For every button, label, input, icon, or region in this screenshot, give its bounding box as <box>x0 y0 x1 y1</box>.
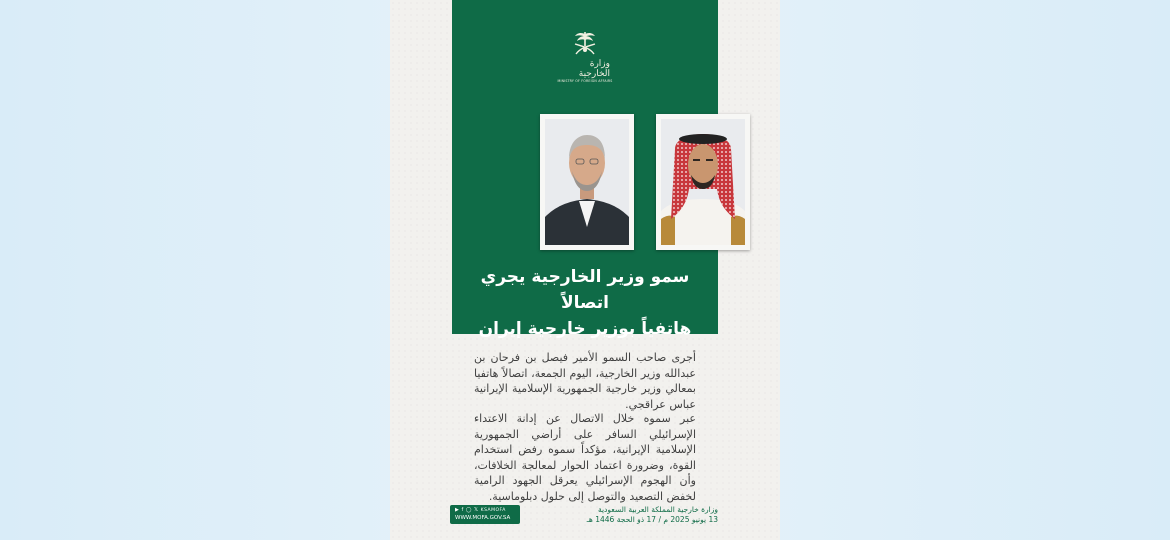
portrait-iranian-minister <box>545 119 629 245</box>
ministry-logo <box>557 30 613 88</box>
palm-swords-emblem-icon <box>570 30 600 58</box>
instagram-icon[interactable]: ◯ <box>465 507 472 513</box>
youtube-icon[interactable]: ▶ <box>455 507 460 513</box>
facebook-icon[interactable]: f <box>461 507 464 513</box>
press-release-card <box>390 0 780 540</box>
x-icon[interactable]: 𝕏 <box>474 507 479 513</box>
headline-line-2: هاتفياً بوزير خارجية إيران <box>478 319 692 339</box>
ministry-name-ar: وزارة الخارجية <box>578 59 610 79</box>
social-icons-row <box>455 507 506 514</box>
body-paragraph-1: أجرى صاحب السمو الأمير فيصل بن فرحان بن عبدالله وزير الخارجية، اليوم الجمعة، اتصالاً هاتفيا بمعالي وزير خارجية الجمهورية الإسلامية الإيرانية عباس عراقجي. <box>474 351 696 411</box>
release-date: 13 يونيو 2025 م / 17 ذو الحجة 1446 هـ <box>586 515 718 524</box>
portrait-saudi-minister <box>661 119 745 245</box>
headline-line-1: سمو وزير الخارجية يجري اتصالاً <box>480 267 690 313</box>
social-badge[interactable] <box>450 505 520 524</box>
ministry-name-en: MINISTRY OF FOREIGN AFFAIRS <box>557 79 613 83</box>
headline <box>462 264 708 342</box>
social-handle: KSAMOFA <box>480 508 506 513</box>
ministry-full-name: وزارة خارجية المملكة العربية السعودية <box>597 505 718 514</box>
header-panel <box>452 0 718 339</box>
website-link[interactable]: WWW.MOFA.GOV.SA <box>455 515 511 521</box>
photo-frame-left <box>540 114 634 250</box>
body-paragraph-2: عبر سموه خلال الاتصال عن إدانة الاعتداء الإسرائيلي السافر على أراضي الجمهورية الإسلامية الإيرانية، مؤكداً سموه رفض استخدام القوة، وضرورة اعتماد الحوار لمعالجة الخلافات، وأن الهجوم الإسرائيلي يعرقل الجهود الرامية لخفض التصعيد والتوصل إلى حلول دبلوماسية. <box>474 412 696 503</box>
photo-frame-right <box>656 114 750 250</box>
footer-signature <box>587 505 718 525</box>
